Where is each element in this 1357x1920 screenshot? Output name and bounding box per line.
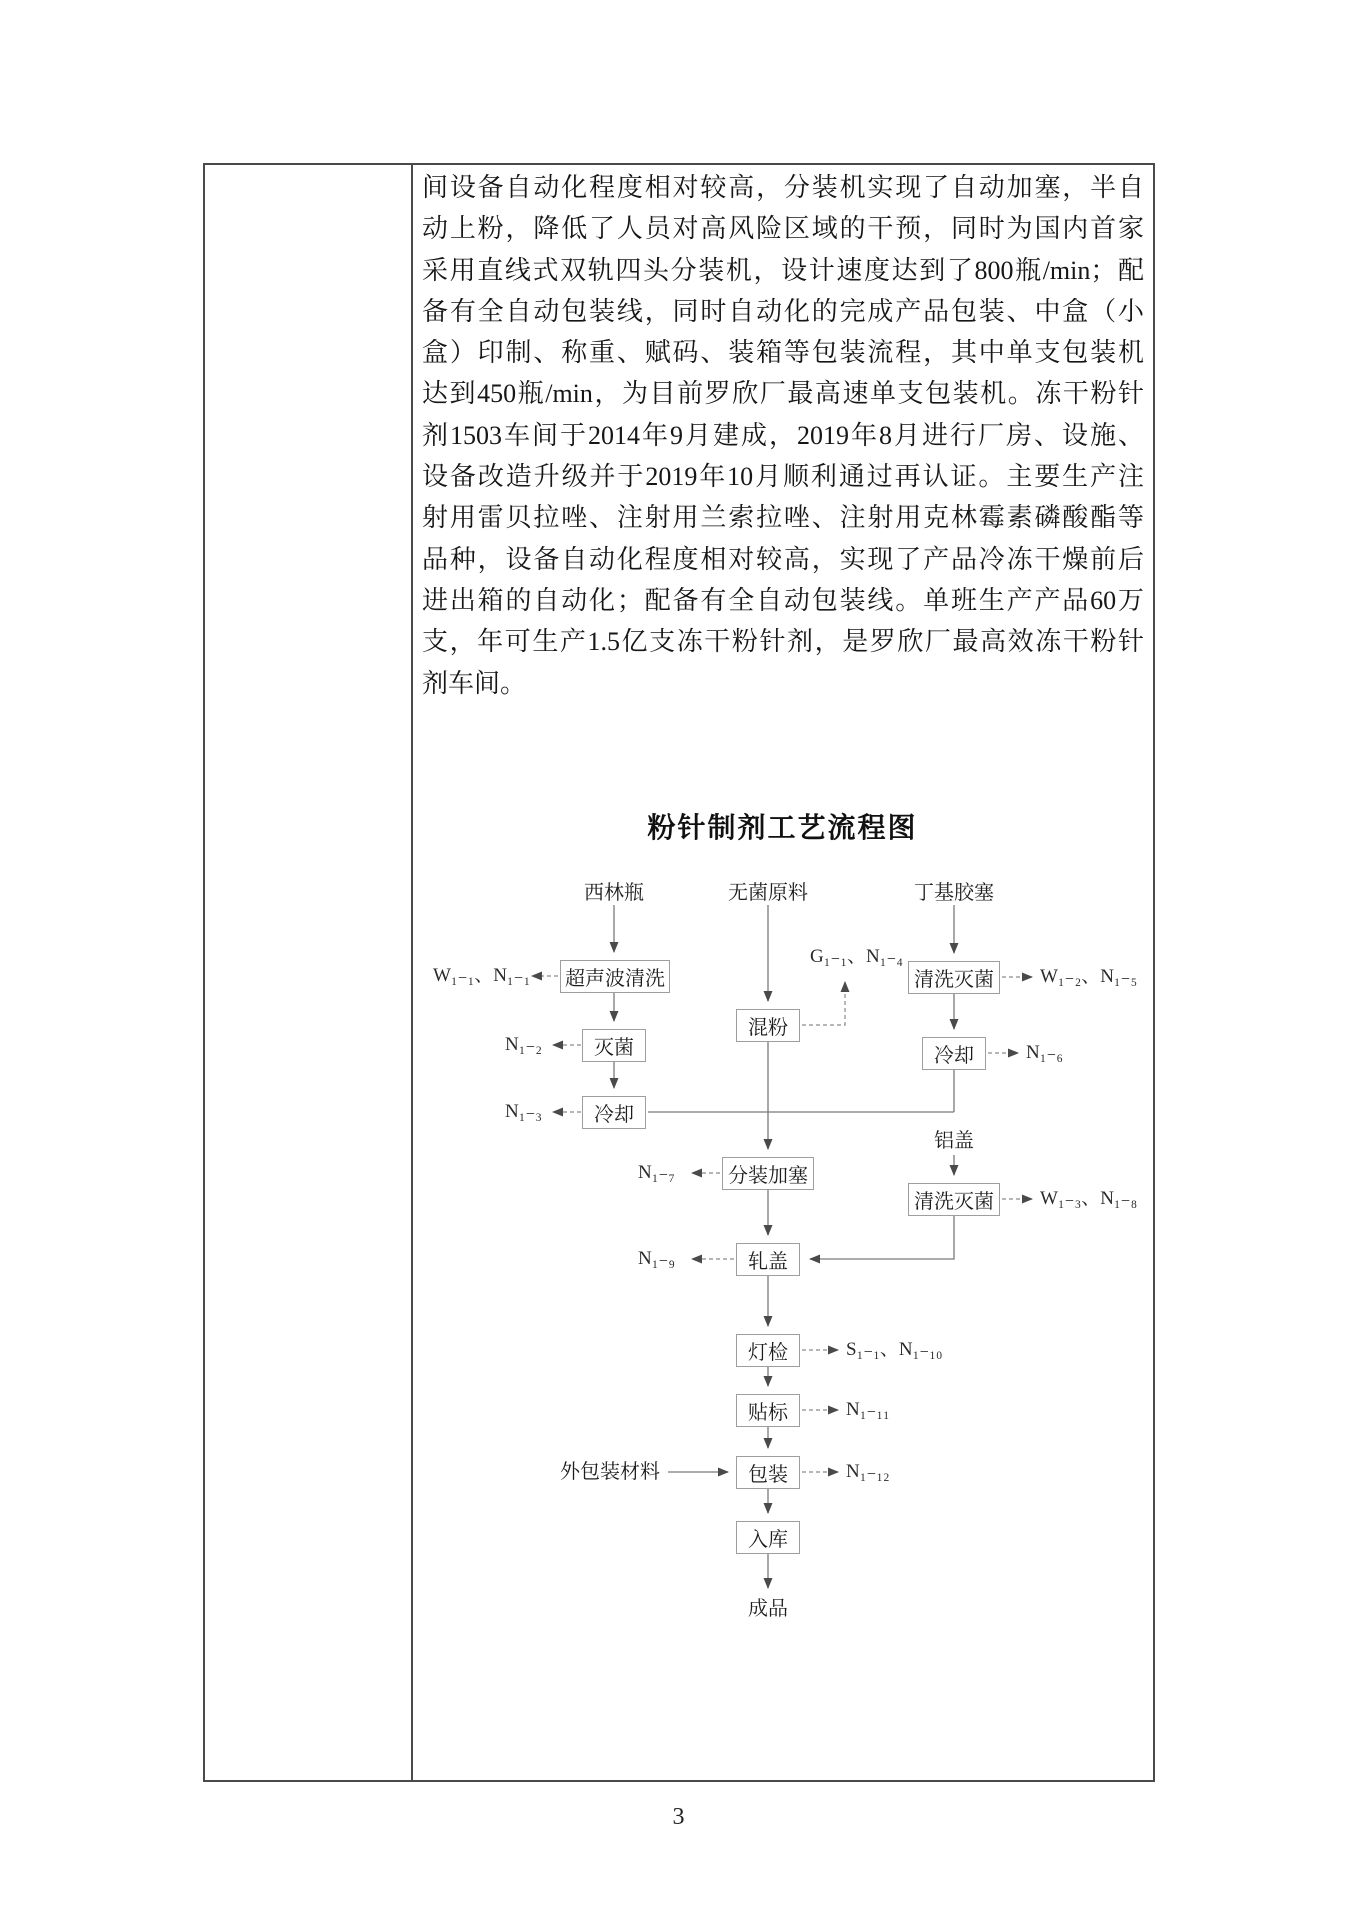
paragraph-line: 达到450瓶/min，为目前罗欣厂最高速单支包装机。冻干粉针 <box>422 379 1144 409</box>
emission-label-w1-3-n1-8: W₁₋₃、N₁₋₈ <box>1040 1188 1138 1209</box>
process-box-light-inspection: 灯检 <box>736 1334 800 1367</box>
paragraph-line: 射用雷贝拉唑、注射用兰索拉唑、注射用克林霉素磷酸酯等 <box>422 503 1144 533</box>
emission-label-n1-3: N₁₋₃ <box>505 1101 542 1122</box>
process-box-warehousing: 入库 <box>736 1521 800 1554</box>
process-box-wash-sterilize-cap: 清洗灭菌 <box>908 1183 1000 1216</box>
process-box-wash-sterilize-stopper: 清洗灭菌 <box>908 961 1000 994</box>
process-box-packaging: 包装 <box>736 1456 800 1489</box>
body-paragraph <box>412 167 1155 704</box>
page-number: 3 <box>672 1804 685 1830</box>
paragraph-line: 采用直线式双轨四头分装机，设计速度达到了800瓶/min；配 <box>422 255 1144 285</box>
process-box-ultrasonic-wash: 超声波清洗 <box>560 960 670 993</box>
emission-label-g1-1-n1-4: G₁₋₁、N₁₋₄ <box>810 946 903 967</box>
emission-label-s1-1-n1-10: S₁₋₁、N₁₋₁₀ <box>846 1339 943 1360</box>
process-box-cap: 轧盖 <box>736 1243 800 1276</box>
paragraph-line: 品种，设备自动化程度相对较高，实现了产品冷冻干燥前后 <box>422 544 1144 574</box>
input-label-sterile-material: 无菌原料 <box>728 882 808 904</box>
process-box-mix-powder: 混粉 <box>736 1009 800 1042</box>
input-label-butyl-stopper: 丁基胶塞 <box>914 882 994 904</box>
paragraph-line: 剂1503车间于2014年9月建成，2019年8月进行厂房、设施、 <box>422 420 1144 450</box>
emission-label-n1-6: N₁₋₆ <box>1026 1042 1063 1063</box>
input-label-vial: 西林瓶 <box>584 882 644 904</box>
paragraph-line: 备有全自动包装线，同时自动化的完成产品包装、中盒（小 <box>422 296 1144 326</box>
process-box-labeling: 贴标 <box>736 1394 800 1427</box>
paragraph-line: 动上粉，降低了人员对高风险区域的干预，同时为国内首家 <box>422 214 1144 244</box>
paragraph-line: 进出箱的自动化；配备有全自动包装线。单班生产产品60万 <box>422 585 1144 615</box>
process-box-cool-right: 冷却 <box>922 1037 986 1070</box>
process-box-fill-stopper: 分装加塞 <box>722 1157 814 1190</box>
emission-label-n1-12: N₁₋₁₂ <box>846 1461 890 1482</box>
input-label-outer-packaging: 外包装材料 <box>560 1461 660 1483</box>
emission-label-n1-2: N₁₋₂ <box>505 1034 542 1055</box>
paragraph-line: 间设备自动化程度相对较高，分装机实现了自动加塞，半自 <box>422 173 1144 202</box>
paragraph-line: 盒）印制、称重、赋码、装箱等包装流程，其中单支包装机 <box>422 338 1144 368</box>
process-box-cool-left: 冷却 <box>582 1096 646 1129</box>
paragraph-line: 支，年可生产1.5亿支冻干粉针剂，是罗欣厂最高效冻干粉针 <box>422 627 1144 657</box>
flowchart-title: 粉针制剂工艺流程图 <box>647 813 918 844</box>
emission-label-n1-7: N₁₋₇ <box>638 1162 675 1183</box>
process-box-sterilize: 灭菌 <box>582 1029 646 1062</box>
emission-label-w1-1-n1-1: W₁₋₁、N₁₋₁ <box>433 965 531 986</box>
paragraph-line: 设备改造升级并于2019年10月顺利通过再认证。主要生产注 <box>422 462 1144 492</box>
emission-label-w1-2-n1-5: W₁₋₂、N₁₋₅ <box>1040 966 1138 987</box>
paragraph-line: 剂车间。 <box>422 668 527 698</box>
emission-label-n1-9: N₁₋₉ <box>638 1248 675 1269</box>
input-label-aluminum-cap: 铝盖 <box>934 1130 974 1152</box>
emission-label-n1-11: N₁₋₁₁ <box>846 1399 890 1420</box>
output-label-finished-product: 成品 <box>748 1598 788 1620</box>
